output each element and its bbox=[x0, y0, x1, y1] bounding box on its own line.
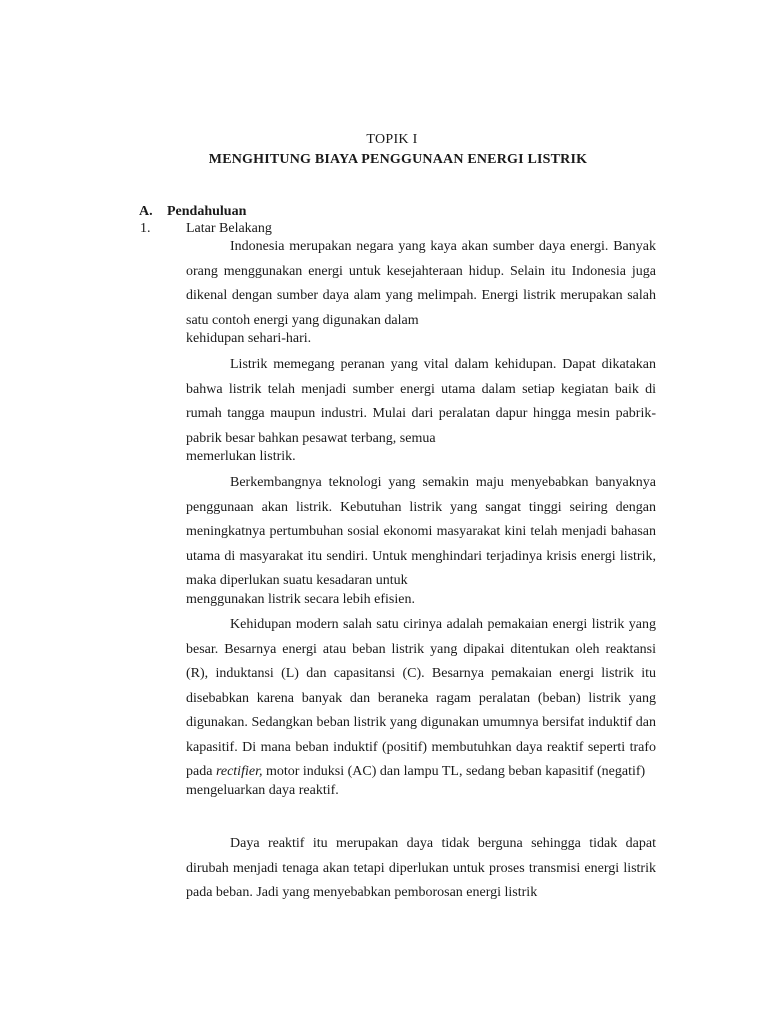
paragraph-1-tail: kehidupan sehari-hari. bbox=[186, 331, 312, 346]
paragraph-5 bbox=[186, 832, 656, 906]
paragraph-2-body: Listrik memegang peranan yang vital dalam kehidupan. Dapat dikatakan bahwa listrik telah menjadi sumber energi utama dalam setiap kegiatan baik di rumah tangga maupun industri. Mulai dari peralatan dapur hingga mesin pabrik-pabrik besar bahkan pesawat terbang, semua bbox=[186, 357, 656, 446]
section-letter: A. bbox=[139, 204, 153, 219]
paragraph-1 bbox=[186, 235, 656, 352]
paragraph-3 bbox=[186, 471, 656, 612]
paragraph-1-body: Indonesia merupakan negara yang kaya akan sumber daya energi. Banyak orang menggunakan energi untuk kesejahteraan hidup. Selain itu Indonesia juga dikenal dengan sumber daya alam yang melimpah. Energi listrik merupakan salah satu contoh energi yang digunakan dalam bbox=[186, 239, 656, 328]
paragraph-3-tail: menggunakan listrik secara lebih efisien. bbox=[186, 591, 415, 607]
paragraph-4-body-continued: motor induksi (AC) dan lampu TL, sedang beban kapasitif (negatif) bbox=[265, 764, 646, 779]
document-title: MENGHITUNG BIAYA PENGGUNAAN ENERGI LISTRIK bbox=[208, 152, 588, 167]
section-label: Pendahuluan bbox=[167, 204, 247, 219]
subsection-label: Latar Belakang bbox=[186, 221, 272, 236]
paragraph-2-tail: memerlukan listrik. bbox=[186, 449, 296, 464]
paragraph-4 bbox=[186, 613, 656, 803]
paragraph-4-tail: mengeluarkan daya reaktif. bbox=[186, 782, 339, 798]
paragraph-4-body: Kehidupan modern salah satu cirinya adalah pemakaian energi listrik yang besar. Besarnya energi atau beban listrik yang dipakai ditentukan oleh reaktansi (R), induktansi (L) dan capasitansi (C). Besarnya pemakaian energi listrik itu disebabkan karena banyak dan beraneka ragam peralatan (beban) listrik yang digunakan. Sedangkan beban listrik yang digunakan umumnya bersifat induktif dan kapasitif. Di mana beban induktif (positif) membutuhkan daya reaktif seperti trafo pada bbox=[186, 617, 656, 779]
subsection-number: 1. bbox=[140, 221, 151, 236]
paragraph-5-body: Daya reaktif itu merupakan daya tidak berguna sehingga tidak dapat dirubah menjadi tenaga akan tetapi diperlukan untuk proses transmisi energi listrik pada beban. Jadi yang menyebabkan pemborosan energi listrik bbox=[186, 836, 656, 900]
topic-label: TOPIK I bbox=[366, 132, 418, 147]
paragraph-3-body: Berkembangnya teknologi yang semakin maju menyebabkan banyaknya penggunaan akan listrik. Kebutuhan listrik yang sangat tinggi seiring dengan meningkatnya pertumbuhan sosial ekonomi masyarakat kini telah menjadi bahasan utama di masyarakat itu sendiri. Untuk menghindari terjadinya krisis energi listrik, maka diperlukan suatu kesadaran untuk bbox=[186, 475, 656, 588]
paragraph-4-emphasis: rectifier, bbox=[215, 764, 263, 779]
paragraph-2 bbox=[186, 353, 656, 470]
section-heading bbox=[139, 204, 246, 220]
